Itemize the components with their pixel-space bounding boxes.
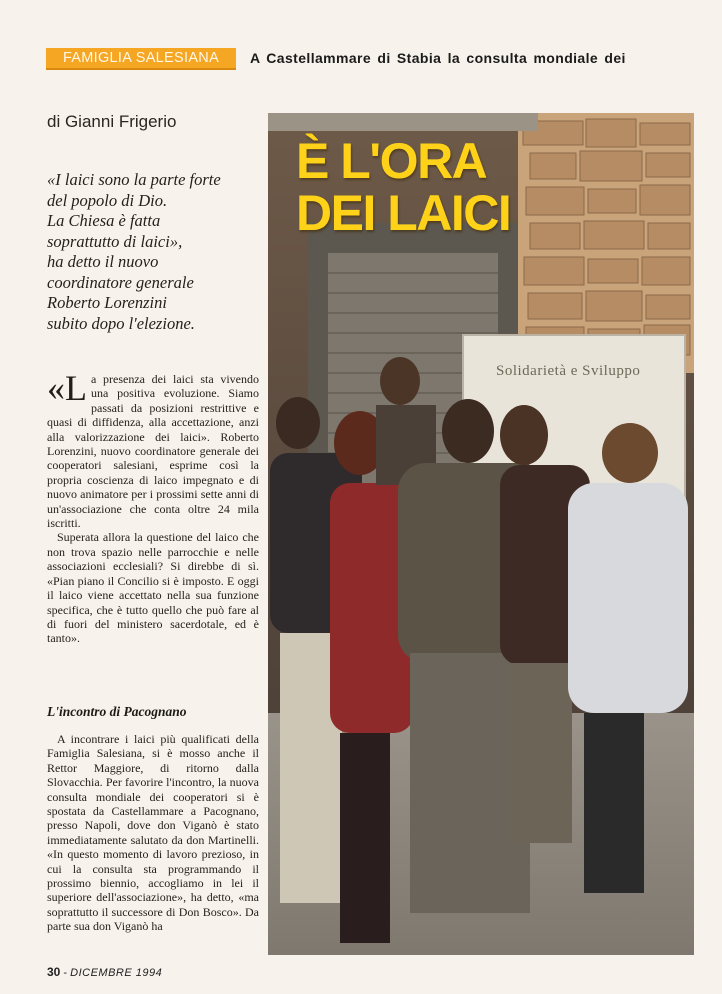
paragraph-1 bbox=[47, 368, 259, 531]
pull-quote-line: coordinatore generale bbox=[47, 272, 194, 292]
subheading: L'incontro di Pacognano bbox=[47, 704, 187, 719]
headline-line-2: DEI LAICI bbox=[296, 185, 511, 241]
byline: di Gianni Frigerio bbox=[47, 112, 177, 131]
body-column-bottom bbox=[47, 732, 259, 934]
headline-line-1: È L'ORA bbox=[296, 133, 487, 189]
paragraph-3: A incontrare i laici più qualificati della Famiglia Salesiana, si è mosso anche il Rettor Maggiore, di ritorno dalla Slovacchia. Per favorire l'incontro, la nuova consulta mondiale dei cooperatori si è spostata da Castellammare a Pacognano, presso Napoli, dove don Viganò è stato immediatamente salutato da don Martinelli. «In questo momento di lavoro prezioso, in cui la consulta sta programmando il prossimo biennio, accogliamo in lei il superiore dell'associazione», ha detto, «ma soprattutto il successore di Don Bosco». Da parte sua don Viganò ha bbox=[47, 732, 259, 934]
section-tag: FAMIGLIA SALESIANA bbox=[46, 48, 236, 70]
pull-quote-line: subito dopo l'elezione. bbox=[47, 313, 195, 333]
page-footer bbox=[47, 965, 162, 979]
issue-date: DICEMBRE 1994 bbox=[70, 967, 163, 979]
paragraph-2: Superata allora la questione del laico che non trova spazio nelle parrocchie e nelle associazioni ecclesiali? Si direbbe di sì. «Pian piano il Concilio si è imposto. E oggi il laico viene accettato nella sua funzione specifica, che è tutto quello che può fare al di fuori del ministero sacerdotale, ed è tanto». bbox=[47, 530, 259, 646]
pull-quote-line: Roberto Lorenzini bbox=[47, 293, 167, 312]
pull-quote-line: soprattutto di laici», bbox=[47, 231, 183, 251]
sign-text: Solidarietà e Sviluppo bbox=[496, 363, 641, 379]
page-number: 30 bbox=[47, 965, 61, 979]
article-kicker: A Castellammare di Stabia la consulta mondiale dei bbox=[250, 50, 626, 66]
article-photo bbox=[268, 113, 694, 955]
paragraph-1-text: a presenza dei laici sta vivendo una positiva evoluzione. Siamo passati da posizioni restrittive e quasi di diffidenza, alla accettazione, anzi alla valorizzazione dei laici». Roberto Lorenzini, nuovo coordinatore generale dei cooperatori salesiani, esprime così la propria coscienza di laico impegnato e di nuovo animatore per i prossimi sette anni di un'associazione che conta oltre 24 mila iscritti. bbox=[47, 372, 259, 531]
awning bbox=[268, 113, 538, 131]
headline bbox=[296, 135, 510, 239]
pull-quote-line: del popolo di Dio. bbox=[47, 190, 168, 210]
pull-quote-line: ha detto il nuovo bbox=[47, 252, 159, 271]
body-column-top bbox=[47, 368, 259, 646]
footer-separator: - bbox=[60, 967, 71, 979]
drop-cap: «L bbox=[47, 368, 87, 408]
pull-quote-line: «I laici sono la parte forte bbox=[47, 170, 221, 189]
pull-quote-line: La Chiesa è fatta bbox=[47, 211, 161, 230]
pull-quote bbox=[47, 170, 262, 334]
